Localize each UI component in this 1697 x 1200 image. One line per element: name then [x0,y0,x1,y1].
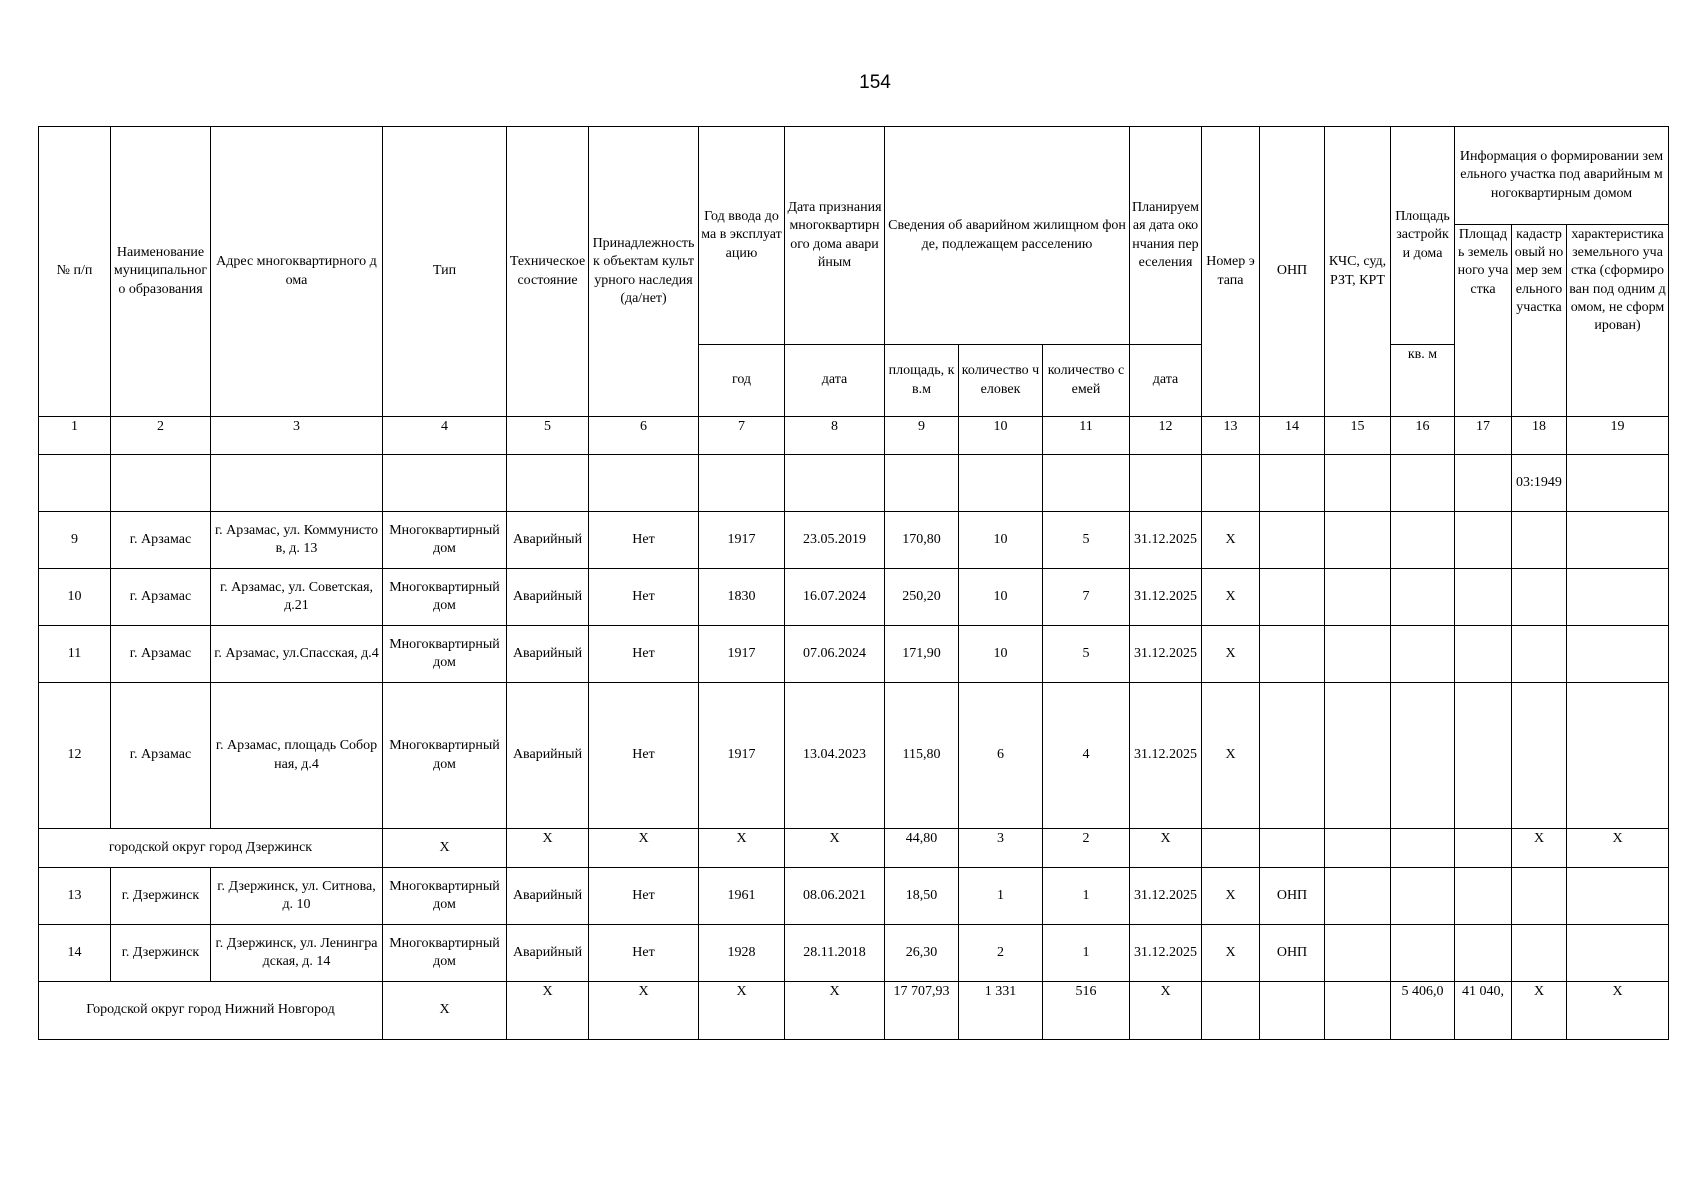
stage: Х [1202,512,1260,569]
municipality: г. Арзамас [111,626,211,683]
header-number: № п/п [39,127,111,417]
onp [1260,626,1325,683]
municipality: г. Дзержинск [111,868,211,925]
column-number: 3 [211,417,383,455]
group-built-area: 5 406,0 [1391,982,1455,1040]
planned-end: 31.12.2025 [1130,925,1202,982]
table-row [39,512,1669,569]
group-people: 3 [959,829,1043,868]
header-unit-sqm: кв. м [1391,345,1455,417]
area: 115,80 [885,683,959,829]
people: 10 [959,569,1043,626]
column-number: 15 [1325,417,1391,455]
year: 1928 [699,925,785,982]
year: 1830 [699,569,785,626]
group-state: Х [507,829,589,868]
people: 10 [959,626,1043,683]
header-heritage: Принадлежность к объектам культурного наследия (да/нет) [589,127,699,417]
house-type: Многоквартирный дом [383,569,507,626]
house-type: Многоквартирный дом [383,512,507,569]
group-families: 2 [1043,829,1130,868]
table-row [39,569,1669,626]
column-number: 10 [959,417,1043,455]
page-number: 154 [859,72,891,93]
people: 6 [959,683,1043,829]
header-planned-end: Планируемая дата окончания переселения [1130,127,1202,345]
row-number: 9 [39,512,111,569]
column-number: 18 [1512,417,1567,455]
header-recognition-date: Дата признания многоквартирного дома аварийным [785,127,885,345]
group-date: Х [785,982,885,1040]
group-area: 44,80 [885,829,959,868]
group-people: 1 331 [959,982,1043,1040]
families: 4 [1043,683,1130,829]
tech-state: Аварийный [507,925,589,982]
people: 2 [959,925,1043,982]
recognition-date: 28.11.2018 [785,925,885,982]
families: 5 [1043,512,1130,569]
year: 1917 [699,683,785,829]
column-number: 14 [1260,417,1325,455]
municipality: г. Арзамас [111,512,211,569]
column-number: 1 [39,417,111,455]
planned-end: 31.12.2025 [1130,683,1202,829]
recognition-date: 08.06.2021 [785,868,885,925]
column-number: 7 [699,417,785,455]
area: 250,20 [885,569,959,626]
column-number: 12 [1130,417,1202,455]
table-row [39,455,1669,512]
header-land-characteristic: характеристика земельного участка (сформирован под одним домом, не сформирован) [1567,225,1669,417]
group-heritage: Х [589,982,699,1040]
address: г. Дзержинск, ул. Ленинградская, д. 14 [211,925,383,982]
stage: Х [1202,569,1260,626]
heritage: Нет [589,626,699,683]
group-area: 17 707,93 [885,982,959,1040]
group-year: Х [699,829,785,868]
column-number: 16 [1391,417,1455,455]
area: 26,30 [885,925,959,982]
tech-state: Аварийный [507,626,589,683]
group-label: Городской округ город Нижний Новгород [39,982,383,1040]
tech-state: Аварийный [507,868,589,925]
header-address: Адрес многоквартирного дома [211,127,383,417]
municipality: г. Арзамас [111,569,211,626]
column-number: 6 [589,417,699,455]
onp: ОНП [1260,925,1325,982]
heritage: Нет [589,868,699,925]
group-date: Х [785,829,885,868]
table-row [39,925,1669,982]
column-number: 13 [1202,417,1260,455]
area: 18,50 [885,868,959,925]
header-municipality: Наименование муниципального образования [111,127,211,417]
header-year-commissioned: Год ввода дома в эксплуатацию [699,127,785,345]
group-families: 516 [1043,982,1130,1040]
header-kchs: КЧС, суд, РЗТ, КРТ [1325,127,1391,417]
heritage: Нет [589,683,699,829]
onp [1260,569,1325,626]
cadastral-number: 03:1949 [1512,455,1567,512]
recognition-date: 13.04.2023 [785,683,885,829]
municipality: г. Арзамас [111,683,211,829]
planned-end: 31.12.2025 [1130,512,1202,569]
year: 1917 [699,626,785,683]
header-onp: ОНП [1260,127,1325,417]
recognition-date: 07.06.2024 [785,626,885,683]
municipality: г. Дзержинск [111,925,211,982]
group-year: Х [699,982,785,1040]
tech-state: Аварийный [507,683,589,829]
header-sub-area: площадь, кв.м [885,345,959,417]
tech-state: Аварийный [507,569,589,626]
heritage: Нет [589,512,699,569]
group-state: Х [507,982,589,1040]
header-land-info: Информация о формировании земельного участка под аварийным многоквартирным домом [1455,127,1669,225]
group-end: Х [1130,829,1202,868]
group-heritage: Х [589,829,699,868]
header-sub-date: дата [785,345,885,417]
column-number: 4 [383,417,507,455]
year: 1917 [699,512,785,569]
group-summary-row [39,982,1669,1040]
column-number: 9 [885,417,959,455]
group-land-characteristic: Х [1567,829,1669,868]
column-number: 19 [1567,417,1669,455]
group-cadastral: Х [1512,982,1567,1040]
stage: Х [1202,868,1260,925]
row-number: 12 [39,683,111,829]
address: г. Арзамас, ул.Спасская, д.4 [211,626,383,683]
column-number: 17 [1455,417,1512,455]
row-number: 10 [39,569,111,626]
area: 170,80 [885,512,959,569]
families: 1 [1043,925,1130,982]
house-type: Многоквартирный дом [383,683,507,829]
recognition-date: 16.07.2024 [785,569,885,626]
column-number: 8 [785,417,885,455]
house-type: Многоквартирный дом [383,868,507,925]
column-number: 5 [507,417,589,455]
table-row [39,868,1669,925]
planned-end: 31.12.2025 [1130,626,1202,683]
column-number-row [39,417,1669,455]
row-number: 14 [39,925,111,982]
column-number: 11 [1043,417,1130,455]
address: г. Арзамас, ул. Советская, д.21 [211,569,383,626]
group-type: Х [383,829,507,868]
header-sub-year: год [699,345,785,417]
onp [1260,683,1325,829]
header-sub-date2: дата [1130,345,1202,417]
families: 5 [1043,626,1130,683]
group-land-characteristic: Х [1567,982,1669,1040]
house-type: Многоквартирный дом [383,925,507,982]
table-row [39,683,1669,829]
header-type: Тип [383,127,507,417]
header-sub-people: количество человек [959,345,1043,417]
stage: Х [1202,683,1260,829]
header-tech-state: Техническое состояние [507,127,589,417]
header-sub-families: количество семей [1043,345,1130,417]
people: 1 [959,868,1043,925]
onp [1260,512,1325,569]
group-end: Х [1130,982,1202,1040]
header-built-area: Площадь застройки дома [1391,127,1455,345]
onp: ОНП [1260,868,1325,925]
row-number: 13 [39,868,111,925]
emergency-housing-table [38,126,1669,1040]
header-emergency-info: Сведения об аварийном жилищном фонде, подлежащем расселению [885,127,1130,345]
address: г. Арзамас, площадь Соборная, д.4 [211,683,383,829]
tech-state: Аварийный [507,512,589,569]
group-label: городской округ город Дзержинск [39,829,383,868]
address: г. Арзамас, ул. Коммунистов, д. 13 [211,512,383,569]
group-summary-row [39,829,1669,868]
header-cadastral: кадастровый номер земельного участка [1512,225,1567,417]
table-row [39,626,1669,683]
families: 1 [1043,868,1130,925]
planned-end: 31.12.2025 [1130,569,1202,626]
stage: Х [1202,626,1260,683]
header-land-area: Площадь земельного участка [1455,225,1512,417]
column-number: 2 [111,417,211,455]
group-land-area: 41 040, [1455,982,1512,1040]
year: 1961 [699,868,785,925]
area: 171,90 [885,626,959,683]
planned-end: 31.12.2025 [1130,868,1202,925]
address: г. Дзержинск, ул. Ситнова, д. 10 [211,868,383,925]
stage: Х [1202,925,1260,982]
people: 10 [959,512,1043,569]
header-stage: Номер этапа [1202,127,1260,417]
families: 7 [1043,569,1130,626]
group-cadastral: Х [1512,829,1567,868]
row-number: 11 [39,626,111,683]
heritage: Нет [589,569,699,626]
recognition-date: 23.05.2019 [785,512,885,569]
group-type: Х [383,982,507,1040]
house-type: Многоквартирный дом [383,626,507,683]
heritage: Нет [589,925,699,982]
